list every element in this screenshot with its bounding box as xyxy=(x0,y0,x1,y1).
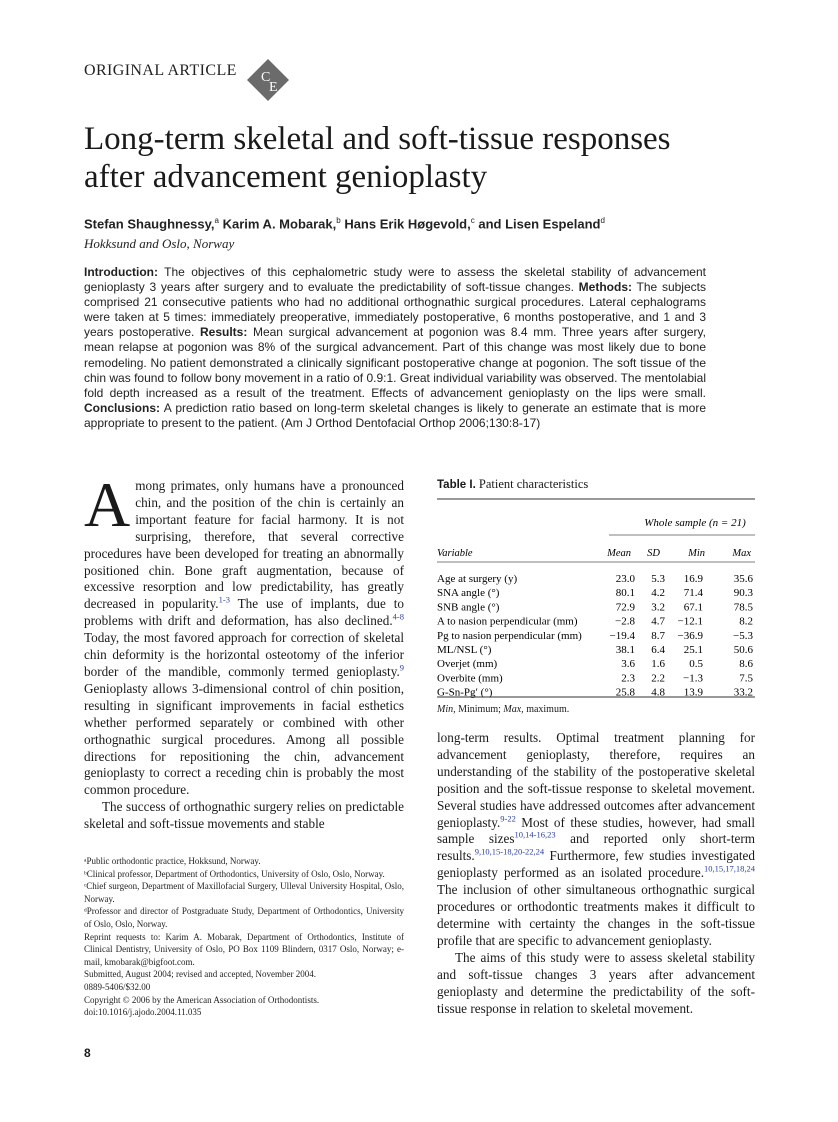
author-2: Karim A. Mobarak, xyxy=(218,216,337,232)
table-cell-value: 33.2 xyxy=(733,686,753,698)
abstract-intro-label: Introduction: xyxy=(84,265,158,279)
body-text: Genioplasty allows 3-dimensional control of chin position, resulting in significant improvements in facial esthetics whether performed separately or combined with other orthognathic surgical procedures. Among all possible directions for repositioning the chin, advancement genioplasty to correct a receding chin is probably the most common procedure. xyxy=(84,680,404,798)
body-text: Most of these studies, however, had small sample sizes xyxy=(437,814,755,847)
table-row xyxy=(437,573,754,585)
table-row xyxy=(437,630,753,642)
table-cell-value: 25.8 xyxy=(615,686,635,698)
footnote: ᵃPublic orthodontic practice, Hokksund, Norway. xyxy=(84,856,261,866)
citation-link[interactable]: 10,15,17,18,24 xyxy=(704,863,755,874)
abstract-conclusions-label: Conclusions: xyxy=(84,400,161,415)
body-text: The use of implants, due to problems with drift and deformation, has also declined. xyxy=(84,596,404,629)
table-cell-value: 0.5 xyxy=(689,658,703,671)
abstract-results: Mean surgical advancement at pogonion was 8.4 mm. Three years after surgery, mean relapse at pogonion was 8% of the surgical advancement. Part of this change was most likely due to bone remodeling. No patient demonstrated a clinically significant postoperative change at pogonion. The soft tissue of the chin was found to follow bony movement in a ratio of 0.9:1. Great individual variability was observed. The mentolabial fold depth increased as a result of the treatment. Effects of advancement genioplasty on the lips were small. xyxy=(84,325,706,400)
abstract-conclusions: A prediction ratio based on long-term skeletal changes is likely to generate an estimate that is more appropriate to present to the patient. (Am J Orthod Dentofacial Orthop 2006;130:8-17) xyxy=(84,400,706,430)
footnote-max-text: maximum. xyxy=(523,704,570,715)
footnote: ᶜChief surgeon, Department of Maxillofacial Surgery, Ulleval University Hospital, Oslo, Norway. xyxy=(84,881,404,904)
article-title xyxy=(84,120,764,196)
title-line-2: after advancement genioplasty xyxy=(84,159,488,195)
body-paragraph xyxy=(437,730,755,950)
body-text: Today, the most favored approach for correction of skeletal chin deformity is the horizontal osteotomy of the inferior border of the mandible, commonly termed genioplasty. xyxy=(84,630,404,679)
author-1: Stefan Shaughnessy, xyxy=(84,216,215,232)
abstract xyxy=(84,265,706,431)
title-line-1: Long-term skeletal and soft-tissue responses xyxy=(84,121,671,157)
table-cell-value: 4.7 xyxy=(651,615,665,628)
footnote-min-text: Minimum; xyxy=(455,704,504,715)
drop-cap: A xyxy=(84,469,131,540)
table-cell-value: 8.2 xyxy=(739,615,753,628)
table-cell-value: −1.3 xyxy=(683,672,703,685)
table-cell-variable: Pg to nasion perpendicular (mm) xyxy=(437,629,582,642)
citation-link[interactable]: 10,14-16,23 xyxy=(514,830,556,841)
author-3: Hans Erik Høgevold, xyxy=(340,216,471,232)
table-header-min: Min xyxy=(688,548,705,559)
table-cell-value: 78.5 xyxy=(733,601,753,614)
footnote: doi:10.1016/j.ajodo.2004.11.035 xyxy=(84,1007,202,1018)
author-2-affil: b xyxy=(336,216,341,225)
author-list xyxy=(84,216,605,231)
body-text: Furthermore, few studies investigated genioplasty performed as an isolated procedure. xyxy=(437,848,755,881)
footnotes xyxy=(84,855,404,1019)
table-footnote xyxy=(437,704,755,715)
table-cell-value: 4.8 xyxy=(651,686,665,698)
table-row xyxy=(437,601,754,613)
author-location: Hokksund and Oslo, Norway xyxy=(84,236,235,251)
table-cell-variable: Age at surgery (y) xyxy=(437,573,518,585)
citation-link[interactable]: 9,10,15-18,20-22,24 xyxy=(474,846,545,857)
table-cell-variable: Overjet (mm) xyxy=(437,658,498,671)
table-row xyxy=(437,658,754,670)
body-text: long-term results. Optimal treatment planning for advancement genioplasty, therefore, requires an understanding of the stability of the postoperative skeletal position and the soft-tissue response to skeletal movement. Several studies have addressed outcomes after advancement genioplasty. xyxy=(437,730,755,830)
ce-logo-letter-e: E xyxy=(269,80,278,95)
footnote: ᵇClinical professor, Department of Orthodontics, University of Oslo, Oslo, Norway. xyxy=(84,868,385,879)
table-cell-value: 23.0 xyxy=(615,573,635,585)
table-header-row xyxy=(437,548,751,559)
page-number: 8 xyxy=(84,1046,91,1060)
author-4-affil: d xyxy=(600,216,605,225)
table-cell-value: 25.1 xyxy=(683,644,703,656)
table-cell-variable: SNA angle (°) xyxy=(437,587,500,600)
table-row xyxy=(437,616,753,628)
body-paragraph: The success of orthognathic surgery relies on predictable skeletal and soft-tissue movements and stable xyxy=(84,799,404,832)
author-1-affil: a xyxy=(214,216,219,225)
table-cell-variable: G-Sn-Pg′ (°) xyxy=(437,686,493,698)
table-cell-value: 38.1 xyxy=(615,644,635,656)
footnote: Reprint requests to: Karim A. Mobarak, Department of Orthodontics, Institute of Clinical Dentistry, University of Oslo, PO Box 1109 Blindern, 0317 Oslo, Norway; e-mail, kmobarak@bigfoot.com. xyxy=(84,931,404,967)
body-paragraph: The aims of this study were to assess skeletal stability and soft-tissue changes 3 years after advancement genioplasty and determine the predictability of the soft-tissue response in relation to skeletal movement. xyxy=(437,949,755,1016)
table-title xyxy=(437,477,755,492)
abstract-methods: The subjects comprised 21 consecutive patients who had no additional orthognathic surgical procedures. Lateral cephalograms were taken at 5 times: immediately preoperative, immediately postoperative, 6 months postoperative, and 1 and 3 years postoperative. xyxy=(84,280,706,340)
table-row xyxy=(437,644,754,656)
table-cell-value: 2.3 xyxy=(621,672,635,685)
table-cell-value: 5.3 xyxy=(651,573,665,585)
table-cell-value: 90.3 xyxy=(733,587,753,600)
table-caption: Patient characteristics xyxy=(475,477,589,491)
table-cell-value: 8.6 xyxy=(739,658,753,671)
table-cell-value: 1.6 xyxy=(651,658,665,671)
abstract-methods-label: Methods: xyxy=(578,280,632,295)
table-cell-value: 50.6 xyxy=(733,644,753,656)
citation-link[interactable]: 9 xyxy=(399,662,404,673)
citation-link[interactable]: 9-22 xyxy=(500,813,516,824)
author-3-affil: c xyxy=(470,216,475,225)
table-cell-value: 67.1 xyxy=(683,601,703,614)
table-cell-value: 35.6 xyxy=(733,573,753,585)
footnote-max-abbr: Max, xyxy=(503,704,524,715)
table-cell-value: 7.5 xyxy=(739,672,753,685)
article-type-label: ORIGINAL ARTICLE xyxy=(84,62,237,79)
table-cell-value: −2.8 xyxy=(615,615,635,628)
table-cell-variable: ML/NSL (°) xyxy=(437,644,492,656)
table-cell-value: 72.9 xyxy=(615,601,635,614)
ce-logo-icon xyxy=(246,58,290,102)
body-text: and reported only short-term results. xyxy=(437,831,755,864)
table-cell-variable: Overbite (mm) xyxy=(437,672,503,685)
table-patient-characteristics xyxy=(437,477,755,715)
body-right-column xyxy=(437,730,755,1017)
table-header-mean: Mean xyxy=(607,548,631,559)
table-cell-value: 80.1 xyxy=(615,587,635,600)
table-header-variable: Variable xyxy=(437,548,473,559)
author-4: and Lisen Espeland xyxy=(474,216,601,232)
table-cell-value: −36.9 xyxy=(677,629,703,642)
table-cell-value: 4.2 xyxy=(651,587,665,600)
body-text: The inclusion of other simultaneous orthognathic surgical procedures or orthodontic treatments makes it difficult to determine with certainty the changes in the soft-tissue profile that are specific to advancement genioplasty. xyxy=(437,882,755,948)
footnote: 0889-5406/$32.00 xyxy=(84,981,151,992)
table-row xyxy=(437,672,754,684)
footnote-min-abbr: Min, xyxy=(437,704,456,715)
table-cell-value: −12.1 xyxy=(677,615,703,628)
table-header-max: Max xyxy=(732,548,751,559)
table-cell-value: 13.9 xyxy=(683,686,703,698)
table-cell-value: 3.6 xyxy=(621,658,635,671)
footnote: Copyright © 2006 by the American Association of Orthodontists. xyxy=(84,994,320,1005)
table-row xyxy=(437,687,753,698)
body-left-column xyxy=(84,469,404,833)
abstract-intro: The objectives of this cephalometric study were to assess the skeletal stability of advancement genioplasty 3 years after surgery and to evaluate the predictability of soft-tissue changes. xyxy=(84,265,706,295)
table-cell-value: 6.4 xyxy=(651,644,665,656)
table-grid xyxy=(437,498,755,698)
footnote: Submitted, August 2004; revised and accepted, November 2004. xyxy=(84,969,316,980)
table-cell-variable: A to nasion perpendicular (mm) xyxy=(437,615,578,628)
table-header-sd: SD xyxy=(647,548,660,559)
citation-link[interactable]: 4-8 xyxy=(392,611,404,622)
body-text: mong primates, only humans have a pronounced chin, and the position of the chin is certainly an important feature for facial harmony. It is not surprising, therefore, that several corrective procedures have been developed for treating an abnormally positioned chin. Bone graft augmentation, because of excessive resorption and low predictability, has greatly decreased in popularity. xyxy=(84,478,404,612)
footnote: ᵈProfessor and director of Postgraduate Study, Department of Orthodontics, University of Oslo, Oslo, Norway. xyxy=(84,906,404,929)
table-cell-value: 2.2 xyxy=(651,672,665,685)
table-cell-value: −19.4 xyxy=(609,629,635,642)
table-group-header: Whole sample (n = 21) xyxy=(644,517,746,529)
table-cell-variable: SNB angle (°) xyxy=(437,601,500,614)
abstract-results-label: Results: xyxy=(199,325,248,340)
table-cell-value: 8.7 xyxy=(651,629,665,642)
table-cell-value: 71.4 xyxy=(683,587,703,600)
table-row xyxy=(437,587,754,599)
body-paragraph xyxy=(84,469,404,799)
table-cell-value: −5.3 xyxy=(733,629,753,642)
citation-link[interactable]: 1-3 xyxy=(218,594,230,605)
table-body xyxy=(437,573,754,698)
table-label: Table I. xyxy=(437,479,476,491)
table-cell-value: 3.2 xyxy=(651,601,665,614)
table-cell-value: 16.9 xyxy=(683,573,703,585)
ce-logo-letter-c: C xyxy=(261,70,271,85)
